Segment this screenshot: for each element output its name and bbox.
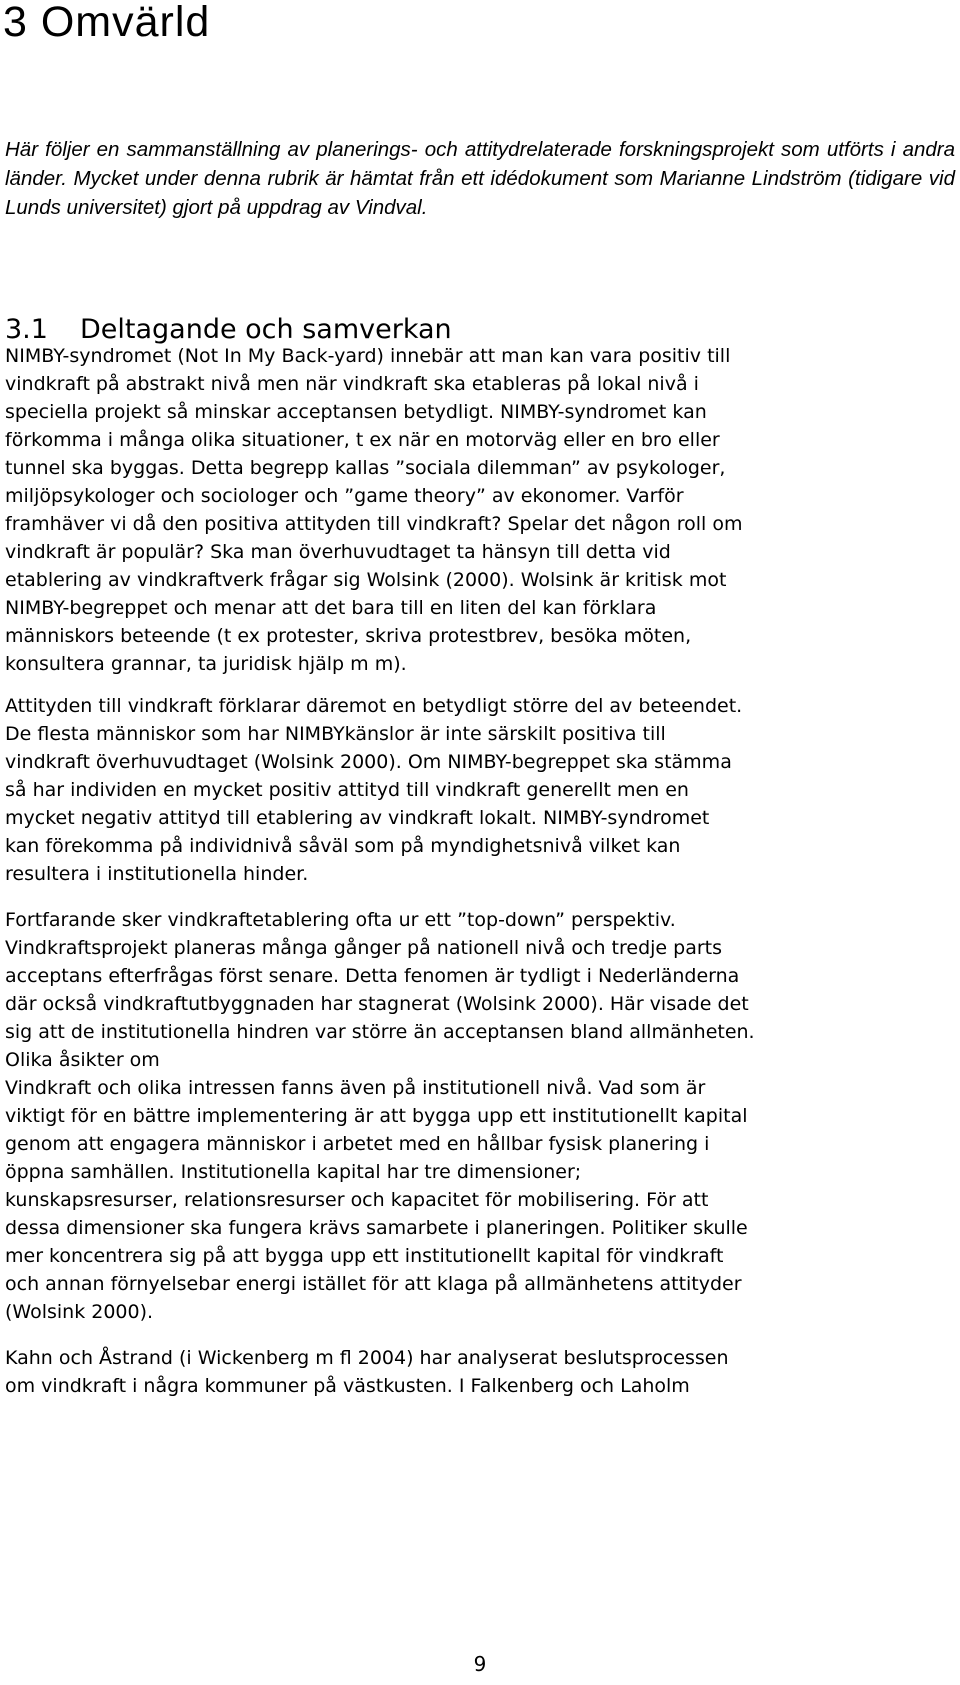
- body-line: där också vindkraftutbyggnaden har stagnerat (Wolsink 2000). Här visade det: [5, 993, 749, 1015]
- body-line: så har individen en mycket positiv attityd till vindkraft generellt men en: [5, 779, 689, 801]
- body-line: viktigt för en bättre implementering är att bygga upp ett institutionellt kapital: [5, 1105, 748, 1127]
- body-line: människors beteende (t ex protester, skriva protestbrev, besöka möten,: [5, 625, 692, 647]
- body-line: (Wolsink 2000).: [5, 1301, 154, 1323]
- page-number: 9: [473, 1652, 487, 1676]
- body-line: konsultera grannar, ta juridisk hjälp m m).: [5, 653, 407, 675]
- body-line: och annan förnyelsebar energi istället för att klaga på allmänhetens attityder: [5, 1273, 742, 1295]
- chapter-title: 3 Omvärld: [3, 0, 211, 46]
- section-title: Deltagande och samverkan: [80, 314, 452, 345]
- body-line: Vindkraft och olika intressen fanns även på institutionell nivå. Vad som är: [5, 1077, 706, 1099]
- body-line: Olika åsikter om: [5, 1049, 160, 1071]
- intro-paragraph: Här följer en sammanställning av planerings- och attitydrelaterade forskningsprojekt som utförts i andra länder. Mycket under denna rubrik är hämtat från ett idédokument som Marianne Lindström (tidigare vid Lunds universitet) gjort på uppdrag av Vindval.: [5, 138, 955, 219]
- body-line: NIMBY-begreppet och menar att det bara till en liten del kan förklara: [5, 597, 657, 619]
- body-line: genom att engagera människor i arbetet med en hållbar fysisk planering i: [5, 1133, 710, 1155]
- body-line: miljöpsykologer och sociologer och ”game theory” av ekonomer. Varför: [5, 485, 684, 507]
- body-line: tunnel ska byggas. Detta begrepp kallas ”sociala dilemman” av psykologer,: [5, 457, 726, 479]
- body-line: vindkraft överhuvudtaget (Wolsink 2000). Om NIMBY-begreppet ska stämma: [5, 751, 732, 773]
- body-line: vindkraft på abstrakt nivå men när vindkraft ska etableras på lokal nivå i: [5, 373, 699, 395]
- body-line: mycket negativ attityd till etablering av vindkraft lokalt. NIMBY-syndromet: [5, 807, 710, 829]
- section-number: 3.1: [5, 314, 48, 345]
- body-line: Fortfarande sker vindkraftetablering ofta ur ett ”top-down” perspektiv.: [5, 909, 676, 931]
- body-line: dessa dimensioner ska fungera krävs samarbete i planeringen. Politiker skulle: [5, 1217, 748, 1239]
- body-line: öppna samhällen. Institutionella kapital har tre dimensioner;: [5, 1161, 582, 1183]
- body-line: förkomma i många olika situationer, t ex när en motorväg eller en bro eller: [5, 429, 720, 451]
- body-line: kunskapsresurser, relationsresurser och kapacitet för mobilisering. För att: [5, 1189, 709, 1211]
- body-line: speciella projekt så minskar acceptansen betydligt. NIMBY-syndromet kan: [5, 401, 707, 423]
- body-line: kan förekomma på individnivå såväl som på myndighetsnivå vilket kan: [5, 835, 681, 857]
- body-line: Attityden till vindkraft förklarar däremot en betydligt större del av beteendet.: [5, 695, 743, 717]
- body-line: etablering av vindkraftverk frågar sig Wolsink (2000). Wolsink är kritisk mot: [5, 569, 727, 591]
- body-line: resultera i institutionella hinder.: [5, 863, 309, 885]
- body-line: om vindkraft i några kommuner på västkusten. I Falkenberg och Laholm: [5, 1375, 690, 1397]
- body-line: Vindkraftsprojekt planeras många gånger på nationell nivå och tredje parts: [5, 937, 723, 959]
- body-line: vindkraft är populär? Ska man överhuvudtaget ta hänsyn till detta vid: [5, 541, 671, 563]
- body-line: Kahn och Åstrand (i Wickenberg m fl 2004) har analyserat beslutsprocessen: [5, 1347, 729, 1369]
- body-line: NIMBY-syndromet (Not In My Back-yard) innebär att man kan vara positiv till: [5, 345, 731, 367]
- body-line: acceptans efterfrågas först senare. Detta fenomen är tydligt i Nederländerna: [5, 965, 740, 987]
- body-line: De flesta människor som har NIMBYkänslor är inte särskilt positiva till: [5, 723, 666, 745]
- body-line: mer koncentrera sig på att bygga upp ett institutionellt kapital för vindkraft: [5, 1245, 724, 1267]
- body-line: sig att de institutionella hindren var större än acceptansen bland allmänheten.: [5, 1021, 755, 1043]
- body-line: framhäver vi då den positiva attityden till vindkraft? Spelar det någon roll om: [5, 513, 743, 535]
